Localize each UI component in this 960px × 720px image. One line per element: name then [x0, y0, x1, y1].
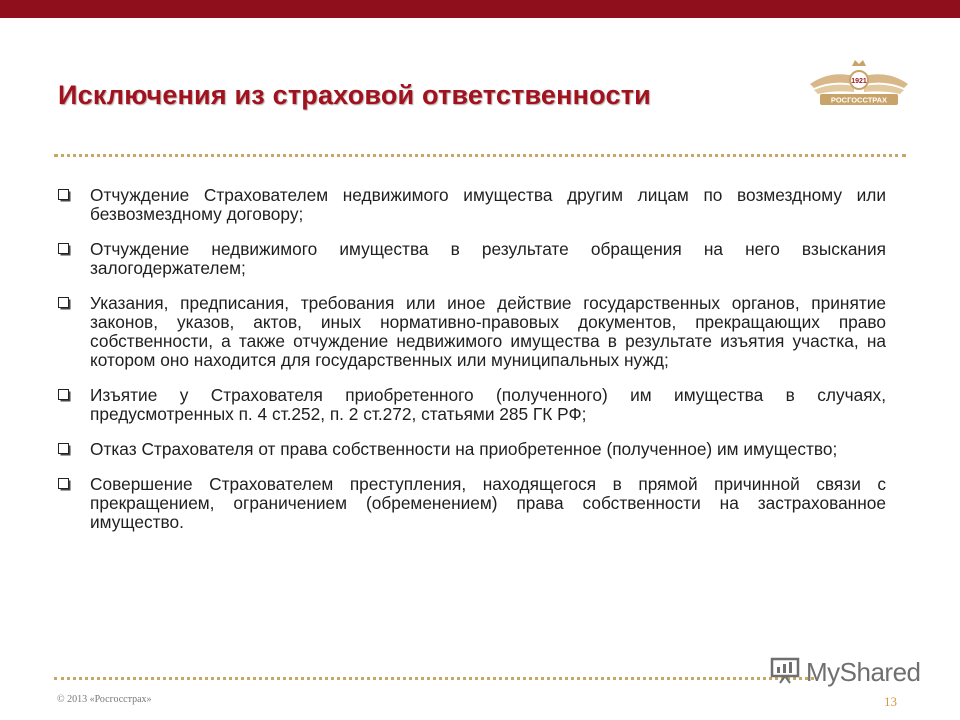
- copyright: © 2013 «Росгосстрах»: [57, 694, 152, 705]
- checkbox-bullet-icon: [58, 388, 72, 402]
- bottom-dotted-divider: [54, 677, 814, 680]
- list-item-text: Изъятие у Страхователя приобретенного (полученного) им имущества в случаях, предусмотренных п. 4 ст.252, п. 2 ст.272, статьями 285 ГК РФ;: [90, 385, 886, 424]
- list-item: [58, 240, 886, 278]
- rosgosstrakh-logo: [806, 56, 912, 118]
- checkbox-bullet-icon: [58, 242, 72, 256]
- list-item-text: Отчуждение недвижимого имущества в результате обращения на него взыскания залогодержателем;: [90, 239, 886, 278]
- top-bar: [0, 0, 960, 18]
- list-item-text: Указания, предписания, требования или иное действие государственных органов, принятие законов, указов, актов, иных нормативно-правовых документов, прекращающих право собственности, а также отчуждение недвижимого имущества в результате изъятия участка, на котором оно находится для государственных или муниципальных нужд;: [90, 293, 886, 370]
- list-item-text: Отказ Страхователя от права собственности на приобретенное (полученное) им имущество;: [90, 439, 838, 459]
- checkbox-bullet-icon: [58, 477, 72, 491]
- exclusions-list: [58, 186, 886, 548]
- list-item-text: Отчуждение Страхователем недвижимого имущества другим лицам по возмездному или безвозмездному договору;: [90, 185, 886, 224]
- checkbox-bullet-icon: [58, 188, 72, 202]
- list-item: [58, 294, 886, 370]
- myshared-watermark[interactable]: [770, 654, 921, 690]
- page-number: 13: [884, 694, 897, 709]
- top-dotted-divider: [54, 154, 906, 157]
- checkbox-bullet-icon: [58, 442, 72, 456]
- list-item: [58, 475, 886, 532]
- list-item-text: Совершение Страхователем преступления, находящегося в прямой причинной связи с прекращением, ограничением (обременением) права собственности на застрахованное имущество.: [90, 474, 886, 532]
- checkbox-bullet-icon: [58, 296, 72, 310]
- svg-text:1921: 1921: [851, 78, 867, 85]
- svg-text:РОСГОССТРАХ: РОСГОССТРАХ: [830, 95, 888, 105]
- list-item: [58, 186, 886, 224]
- slide-title: Исключения из страховой ответственности: [58, 80, 651, 110]
- watermark-text: MyShared: [806, 656, 921, 687]
- list-item: [58, 440, 886, 459]
- presentation-icon: [770, 656, 800, 689]
- list-item: [58, 386, 886, 424]
